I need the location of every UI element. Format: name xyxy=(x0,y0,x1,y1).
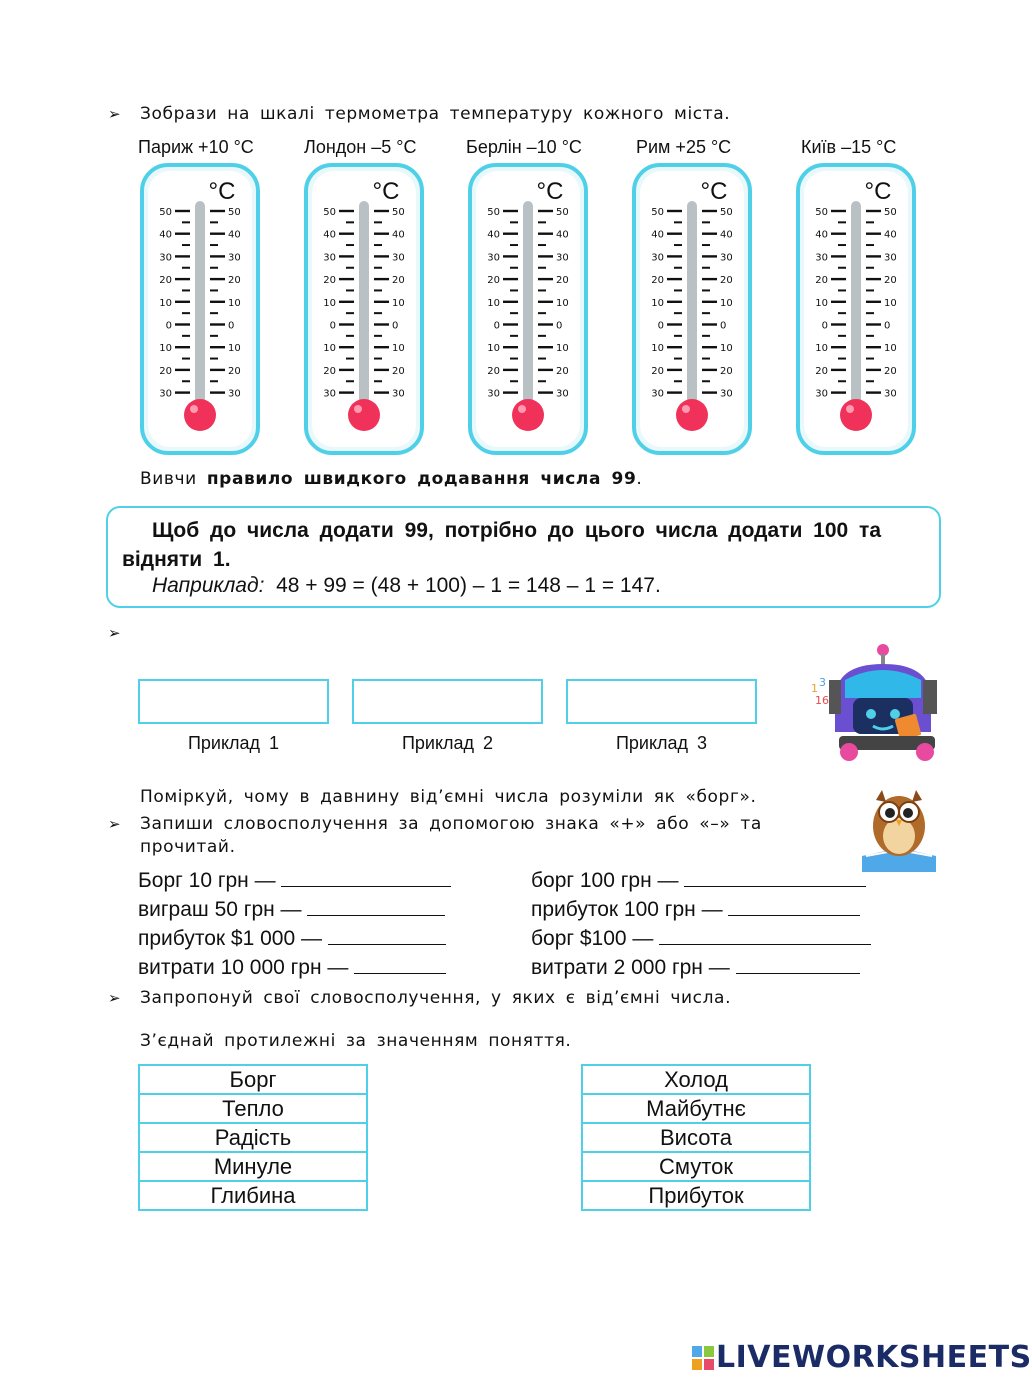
task3-line2: прочитай. xyxy=(140,837,236,857)
scale-label-left: 10 xyxy=(159,343,172,355)
scale-label-left: 20 xyxy=(159,365,172,377)
scale-label-left: 40 xyxy=(651,229,664,241)
scale-label-left: 10 xyxy=(815,343,828,355)
rule-text xyxy=(122,516,929,574)
phrase-text: Борг 10 грн — xyxy=(138,869,276,892)
study-instruction xyxy=(140,469,642,489)
scale-label-left: 10 xyxy=(159,297,172,309)
bulb-highlight xyxy=(354,405,362,413)
scale-label-right: 10 xyxy=(392,343,405,355)
thermometer-bulb xyxy=(676,399,708,431)
thermometer[interactable] xyxy=(468,163,588,455)
scale-label-left: 30 xyxy=(159,388,172,400)
scale-label-left: 20 xyxy=(815,275,828,287)
scale-label-right: 30 xyxy=(720,252,733,264)
phrase-left xyxy=(138,955,446,980)
scale-label-right: 40 xyxy=(392,229,405,241)
match-right-item[interactable]: Смуток xyxy=(581,1151,811,1182)
scale-label-right: 10 xyxy=(556,297,569,309)
phrase-text: виграш 50 грн — xyxy=(138,898,302,921)
answer-blank[interactable] xyxy=(736,955,860,974)
unit-label: °C xyxy=(372,178,400,205)
scale-label-right: 40 xyxy=(884,229,897,241)
scale-label-right: 50 xyxy=(884,207,897,218)
think-instruction: Поміркуй, чому в давнину від’ємні числа розуміли як «борг». xyxy=(140,787,757,807)
thermometer-tube xyxy=(523,201,533,417)
scale-label-left: 0 xyxy=(821,320,828,332)
city-label-rome: Рим +25 °C xyxy=(636,137,732,157)
phrase-left xyxy=(138,868,451,893)
scale-label-left: 20 xyxy=(323,275,336,287)
unit-label: °C xyxy=(700,178,728,205)
scale-label-right: 40 xyxy=(720,229,733,241)
scale-label-right: 0 xyxy=(720,320,727,332)
scale-label-left: 50 xyxy=(323,207,336,218)
phrase-text: прибуток $1 000 — xyxy=(138,927,322,950)
phrase-right xyxy=(531,868,866,893)
match-left-item[interactable]: Глибина xyxy=(138,1180,368,1211)
example-label-2: Приклад 2 xyxy=(401,733,494,753)
scale-label-right: 50 xyxy=(392,207,405,218)
task3-line1: Запиши словосполучення за допомогою знака «+» або «–» та xyxy=(140,814,762,834)
rule-box xyxy=(106,506,941,608)
task3-bullet: ➢ xyxy=(108,816,121,833)
match-left-item[interactable]: Борг xyxy=(138,1064,368,1095)
scale-label-right: 30 xyxy=(392,252,405,264)
scale-label-left: 20 xyxy=(487,365,500,377)
svg-text:3: 3 xyxy=(819,676,826,689)
city-label-kyiv: Київ –15 °C xyxy=(801,137,897,157)
scale-label-left: 30 xyxy=(651,388,664,400)
scale-label-right: 30 xyxy=(392,388,405,400)
task1-bullet: ➢ xyxy=(108,106,121,123)
scale-label-left: 0 xyxy=(329,320,336,332)
scale-label-left: 30 xyxy=(159,252,172,264)
scale-label-right: 10 xyxy=(556,343,569,355)
scale-label-left: 0 xyxy=(165,320,172,332)
scale-label-left: 20 xyxy=(651,275,664,287)
liveworksheets-logo-icon xyxy=(692,1346,714,1370)
phrase-left xyxy=(138,897,445,922)
city-label-berlin: Берлін –10 °C xyxy=(466,137,582,157)
phrase-right xyxy=(531,955,860,980)
scale-label-left: 10 xyxy=(651,343,664,355)
match-right-item[interactable]: Прибуток xyxy=(581,1180,811,1211)
study-prefix: Вивчи xyxy=(140,469,207,489)
match-left-item[interactable]: Тепло xyxy=(138,1093,368,1124)
scale-label-left: 50 xyxy=(815,207,828,218)
scale-label-right: 30 xyxy=(228,388,241,400)
match-title: З’єднай протилежні за значенням поняття. xyxy=(140,1031,572,1051)
scale-label-right: 10 xyxy=(884,297,897,309)
bulb-highlight xyxy=(190,405,198,413)
scale-label-left: 0 xyxy=(493,320,500,332)
scale-label-left: 30 xyxy=(323,252,336,264)
scale-label-left: 20 xyxy=(323,365,336,377)
scale-label-right: 50 xyxy=(228,207,241,218)
scale-label-right: 10 xyxy=(228,297,241,309)
phrase-text: витрати 2 000 грн — xyxy=(531,956,730,979)
thermometer-tube xyxy=(359,201,369,417)
answer-blank[interactable] xyxy=(281,868,451,887)
scale-label-right: 40 xyxy=(228,229,241,241)
scale-label-right: 20 xyxy=(392,275,405,287)
scale-label-left: 30 xyxy=(487,388,500,400)
example-label-3: Приклад 3 xyxy=(615,733,708,753)
scale-label-right: 20 xyxy=(884,365,897,377)
svg-text:16: 16 xyxy=(815,694,829,707)
thermometer-bulb xyxy=(512,399,544,431)
thermometer[interactable] xyxy=(796,163,916,455)
study-suffix: . xyxy=(636,469,643,489)
rule-example xyxy=(152,574,661,598)
scale-label-left: 40 xyxy=(487,229,500,241)
scale-label-left: 30 xyxy=(815,252,828,264)
scale-label-right: 30 xyxy=(228,252,241,264)
answer-box-3[interactable] xyxy=(566,679,757,724)
scale-label-right: 0 xyxy=(392,320,399,332)
city-label-london: Лондон –5 °C xyxy=(304,137,417,157)
rule-text-content: Щоб до числа додати 99, потрібно до цього числа додати 100 та відняти 1. xyxy=(122,519,882,571)
match-left-item[interactable]: Минуле xyxy=(138,1151,368,1182)
unit-label: °C xyxy=(864,178,892,205)
scale-label-right: 20 xyxy=(228,275,241,287)
task1-instruction: Зобрази на шкалі термометра температуру кожного міста. xyxy=(140,104,731,124)
phrase-text: прибуток 100 грн — xyxy=(531,898,723,921)
scale-label-right: 50 xyxy=(556,207,569,218)
owl-illustration xyxy=(852,786,947,876)
scale-label-right: 0 xyxy=(556,320,563,332)
liveworksheets-logo: LIVEWORKSHEETS xyxy=(716,1340,1032,1375)
thermometer[interactable] xyxy=(632,163,752,455)
bulb-highlight xyxy=(682,405,690,413)
unit-label: °C xyxy=(536,178,564,205)
answer-blank[interactable] xyxy=(307,897,445,916)
phrase-right xyxy=(531,897,860,922)
scale-label-left: 10 xyxy=(815,297,828,309)
scale-label-right: 20 xyxy=(556,365,569,377)
svg-text:1: 1 xyxy=(811,682,818,695)
scale-label-left: 40 xyxy=(159,229,172,241)
scale-label-right: 20 xyxy=(720,365,733,377)
scale-label-left: 10 xyxy=(651,297,664,309)
phrase-text: борг 100 грн — xyxy=(531,869,679,892)
answer-box-1[interactable] xyxy=(138,679,329,724)
scale-label-left: 10 xyxy=(487,343,500,355)
scale-label-right: 10 xyxy=(228,343,241,355)
thermometer[interactable] xyxy=(304,163,424,455)
match-right-item[interactable]: Майбутнє xyxy=(581,1093,811,1124)
task4-instruction: Запропонуй свої словосполучення, у яких є від’ємні числа. xyxy=(140,988,732,1008)
scale-label-right: 30 xyxy=(720,388,733,400)
unit-label: °C xyxy=(208,178,236,205)
match-left-item[interactable]: Радість xyxy=(138,1122,368,1153)
scale-label-left: 10 xyxy=(487,297,500,309)
scale-label-left: 20 xyxy=(487,275,500,287)
scale-label-right: 30 xyxy=(884,252,897,264)
scale-label-right: 40 xyxy=(556,229,569,241)
city-label-paris: Париж +10 °C xyxy=(138,137,254,157)
bulb-highlight xyxy=(518,405,526,413)
match-left-column xyxy=(138,1066,368,1211)
scale-label-right: 10 xyxy=(720,343,733,355)
scale-label-left: 50 xyxy=(159,207,172,218)
phrase-text: борг $100 — xyxy=(531,927,654,950)
scale-label-left: 20 xyxy=(651,365,664,377)
thermometer-tube xyxy=(851,201,861,417)
scale-label-right: 0 xyxy=(884,320,891,332)
study-bold: правило швидкого додавання числа 99 xyxy=(206,469,637,489)
thermometer-bulb xyxy=(840,399,872,431)
scale-label-left: 40 xyxy=(323,229,336,241)
scale-label-left: 30 xyxy=(651,252,664,264)
match-right-column xyxy=(581,1066,811,1211)
scale-label-right: 30 xyxy=(556,252,569,264)
scale-label-right: 10 xyxy=(392,297,405,309)
scale-label-left: 40 xyxy=(815,229,828,241)
thermometer-tube xyxy=(687,201,697,417)
scale-label-left: 30 xyxy=(323,388,336,400)
scale-label-left: 0 xyxy=(657,320,664,332)
thermometer-tube xyxy=(195,201,205,417)
example-label: Наприклад: xyxy=(152,574,265,597)
scale-label-right: 50 xyxy=(720,207,733,218)
scale-label-left: 50 xyxy=(487,207,500,218)
scale-label-left: 30 xyxy=(487,252,500,264)
robot-illustration xyxy=(805,640,945,765)
scale-label-right: 20 xyxy=(392,365,405,377)
example-label-1: Приклад 1 xyxy=(187,733,280,753)
answer-blank[interactable] xyxy=(728,897,860,916)
match-right-item[interactable]: Холод xyxy=(581,1064,811,1095)
scale-label-right: 20 xyxy=(556,275,569,287)
scale-label-right: 20 xyxy=(228,365,241,377)
thermometer[interactable] xyxy=(140,163,260,455)
scale-label-left: 10 xyxy=(323,297,336,309)
scale-label-right: 0 xyxy=(228,320,235,332)
scale-label-left: 20 xyxy=(815,365,828,377)
task4-bullet: ➢ xyxy=(108,990,121,1007)
scale-label-left: 10 xyxy=(323,343,336,355)
scale-label-right: 30 xyxy=(556,388,569,400)
scale-label-right: 30 xyxy=(884,388,897,400)
match-right-item[interactable]: Висота xyxy=(581,1122,811,1153)
scale-label-left: 20 xyxy=(159,275,172,287)
example-formula: 48 + 99 = (48 + 100) – 1 = 148 – 1 = 147. xyxy=(276,574,661,597)
task2-bullet: ➢ xyxy=(108,625,121,642)
scale-label-right: 20 xyxy=(884,275,897,287)
phrase-left xyxy=(138,926,446,951)
scale-label-right: 10 xyxy=(884,343,897,355)
phrase-text: витрати 10 000 грн — xyxy=(138,956,349,979)
answer-blank[interactable] xyxy=(684,868,866,887)
answer-blank[interactable] xyxy=(354,955,446,974)
scale-label-right: 10 xyxy=(720,297,733,309)
answer-blank[interactable] xyxy=(328,926,446,945)
scale-label-left: 30 xyxy=(815,388,828,400)
answer-box-2[interactable] xyxy=(352,679,543,724)
thermometer-bulb xyxy=(184,399,216,431)
scale-label-right: 20 xyxy=(720,275,733,287)
scale-label-left: 50 xyxy=(651,207,664,218)
answer-blank[interactable] xyxy=(659,926,871,945)
phrase-right xyxy=(531,926,871,951)
thermometer-bulb xyxy=(348,399,380,431)
bulb-highlight xyxy=(846,405,854,413)
